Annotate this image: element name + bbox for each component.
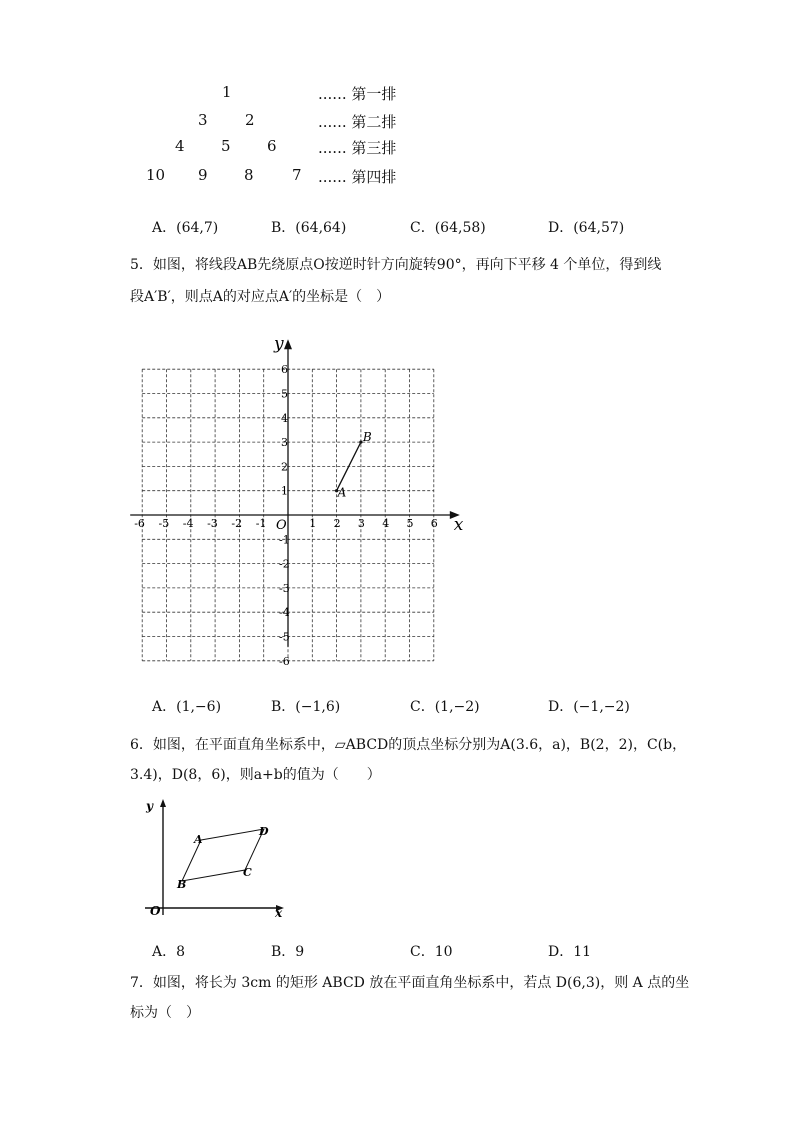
y-axis-label: y [274,334,284,355]
y-tick-label: 1 [281,484,288,498]
y-tick-label: 4 [281,411,288,425]
triangle-number: 5 [221,137,231,155]
q6-text-line1: 6．如图，在平面直角坐标系中，▱ABCD的顶点坐标分别为A(3.6，a)，B(2，2)，C(b， [130,737,687,753]
triangle-number: 2 [245,111,255,129]
option-b[interactable]: B．(−1,6) [271,699,341,715]
triangle-number: 6 [267,137,277,155]
vertex-a-label: A [194,833,203,846]
y-tick-label: -1 [279,533,290,547]
triangle-number: 10 [146,166,166,184]
origin-label: O [276,518,287,533]
x-tick-label: 5 [406,517,414,530]
q7-text-line2: 标为（ ） [130,1005,200,1021]
y-tick-label: -3 [279,581,290,595]
y-tick-label: -2 [279,557,290,571]
option-a[interactable]: A．(64,7) [152,220,219,236]
x-tick-label: -4 [182,517,194,530]
option-d[interactable]: D．(64,57) [548,220,625,236]
q7-text-line1: 7．如图，将长为 3cm 的矩形 ABCD 放在平面直角坐标系中，若点 D(6,3)，则 A 点的坐 [130,975,690,991]
option-c[interactable]: C．10 [410,944,453,960]
x-tick-label: 2 [333,517,341,530]
x-tick-label: 3 [357,517,365,530]
y-tick-label: 6 [281,363,288,377]
row-label: ...... 第四排 [318,168,397,186]
triangle-number: 8 [244,166,254,184]
row-label: ...... 第二排 [318,113,397,131]
option-d[interactable]: D．11 [548,944,592,960]
y-axis-arrow [160,799,166,807]
triangle-number: 1 [222,83,232,101]
option-a[interactable]: A．(1,−6) [152,699,222,715]
x-axis-label: x [275,906,283,920]
x-tick-label: 4 [382,517,390,530]
q6-parallelogram-figure [135,795,295,925]
vertex-d-label: D [259,825,269,838]
y-tick-label: -6 [279,654,290,668]
y-tick-label: 3 [281,436,288,450]
vertex-b-label: B [177,878,187,891]
triangle-number: 9 [198,166,208,184]
y-axis-label: y [146,799,153,813]
option-b[interactable]: B．(64,64) [271,220,347,236]
x-tick-label: -1 [255,517,267,530]
x-tick-label: -2 [231,517,243,530]
triangle-number: 4 [175,137,185,155]
q5-text-line2: 段A′B′，则点A的对应点A′的坐标是（ ） [130,289,391,305]
option-a[interactable]: A．8 [152,944,186,960]
x-tick-label: 1 [309,517,317,530]
x-tick-label: -3 [207,517,218,530]
row-label: ...... 第三排 [318,139,397,157]
option-b[interactable]: B．9 [271,944,305,960]
x-axis-label: x [453,515,464,535]
x-tick-label: -5 [158,517,170,530]
q6-text-line2: 3.4)，D(8，6)，则a+b的值为（ ） [130,767,381,783]
origin-label: O [150,904,161,918]
y-tick-label: -5 [279,630,290,644]
point-b-label: B [362,430,372,445]
x-tick-label: 6 [430,517,438,530]
y-tick-label: -4 [279,606,290,620]
option-d[interactable]: D．(−1,−2) [548,699,630,715]
triangle-number: 3 [198,111,208,129]
point-a-label: A [337,485,347,500]
triangle-number: 7 [292,166,302,184]
row-label: ...... 第一排 [318,85,397,103]
y-axis-arrow [284,339,292,349]
y-tick-label: 5 [281,387,288,401]
q5-text-line1: 5．如图，将线段AB先绕原点O按逆时针方向旋转90°，再向下平移 4 个单位，得到线 [130,257,662,273]
y-tick-label: 2 [281,460,288,474]
vertex-c-label: C [243,866,252,879]
option-c[interactable]: C．(64,58) [410,220,486,236]
x-tick-label: -6 [134,517,145,530]
option-c[interactable]: C．(1,−2) [410,699,480,715]
